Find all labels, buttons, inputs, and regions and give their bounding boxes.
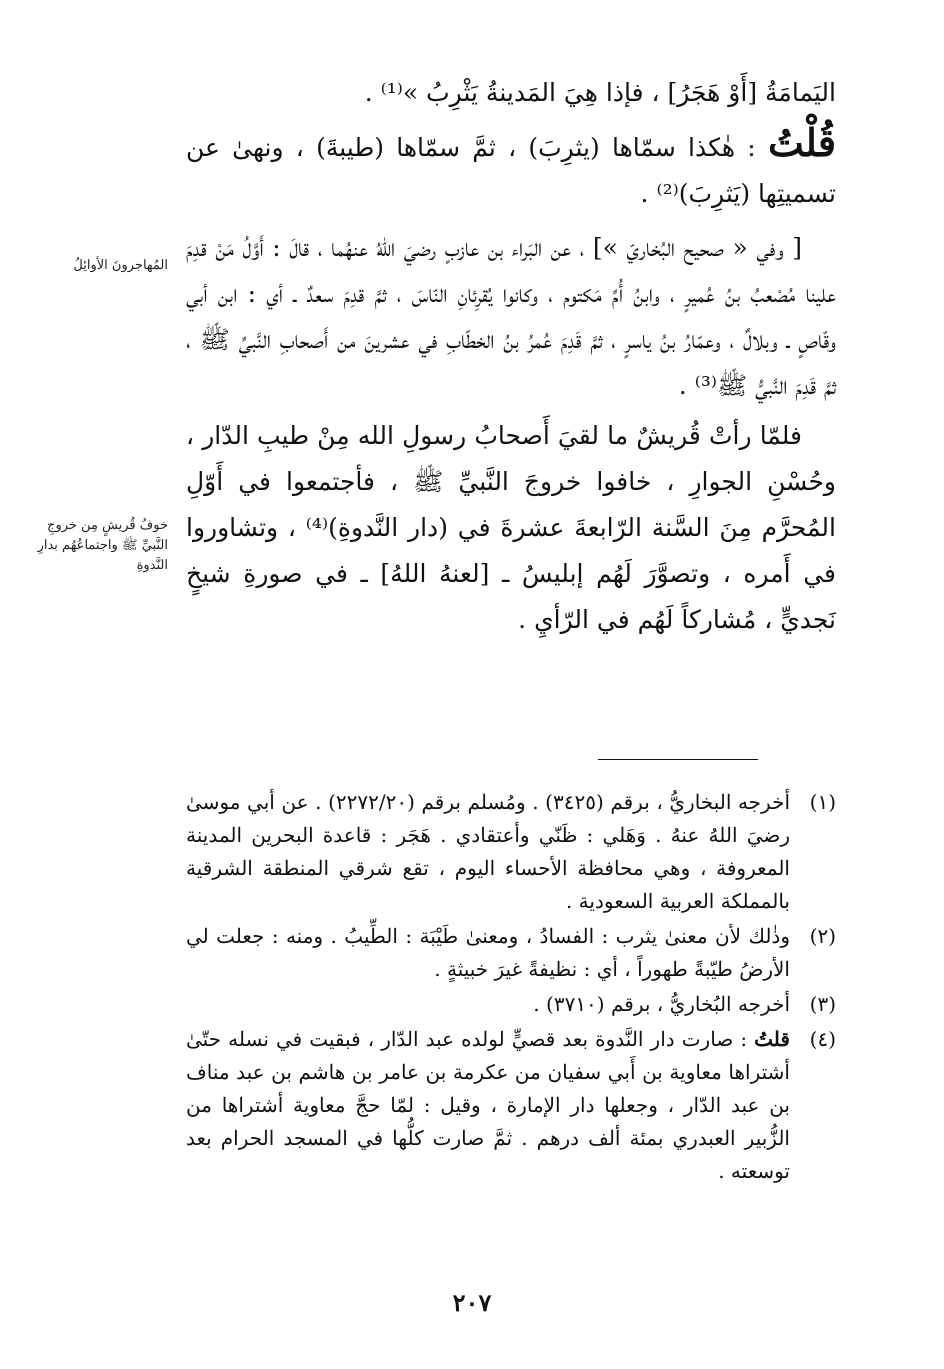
- footnote-number: (١): [809, 790, 836, 814]
- footnote-number: (٤): [809, 1027, 836, 1051]
- margin-note-1: المُهاجرونَ الأوائِلُ: [73, 258, 168, 273]
- footnote-4: [186, 1023, 836, 1188]
- footnote-text: أخرجه البخاريُّ ، برقم (٣٤٢٥) . ومُسلم برقم (٢٢٧٢/٢٠) . عن أبي موسىٰ رضيَ اللهُ عنهُ . وَهَلي : ظَنّي وأعتقادي . هَجَر : قاعدة البحرين المدينة المعروفة ، وهي محافظة الأحساء اليوم ، تقع شرقي المنطقة الشرقية بالمملكة العربية السعودية .: [186, 790, 791, 913]
- footnote-lead: قلتُ: [754, 1027, 790, 1051]
- footnote-2: [186, 920, 836, 986]
- footnote-text: [186, 1023, 790, 1188]
- footnote-divider: [598, 759, 758, 760]
- footnote-number: (٣): [809, 992, 836, 1016]
- paragraph-4: فلمّا رأتْ قُريشٌ ما لقيَ أَصحابُ رسولِ الله مِنْ طيبِ الدّار ، وحُسْنِ الجوارِ ، خافوا خروجَ النَّبيِّ ﷺ ، فأجتمعوا في أَوّلِ المُحرَّم مِنَ السَّنة الرّابعةَ عشرةَ في (دار النَّدوةِ)⁽⁴⁾ ، وتشاوروا في أَمره ، وتصوَّرَ لَهُم إبليسُ ـ [لعنهُ اللهُ] ـ في صورةِ شيخٍ نَجديٍّ ، مُشاركاً لَهُم في الرّأيِ .: [186, 421, 836, 634]
- footnote-1: [186, 786, 836, 918]
- footnote-body: : صارت دار النَّدوة بعد قصيٍّ لولده عبد الدّار ، فبقيت في نسله حتّىٰ أشتراها معاوية بن أَبي سفيان من عكرمة بن عامر بن هاشم بن عبد مناف بن عبد الدّار ، وجعلها دار الإمارة ، وقيل : لمّا حجَّ معاوية أشتراها من الزُّبير العبدري بمئة ألف درهم . ثمَّ صارت كلُّها في المسجد الحرام بعد توسعته .: [186, 1027, 790, 1183]
- margin-note-2: خوفُ قُريشٍ مِن خروجِ النَّبيِّ ﷺ واجتماعُهُم بدارِ النَّدوةِ: [37, 518, 168, 573]
- footnotes: [186, 786, 836, 1190]
- paragraph-2-text: : هٰكذا سمّاها (يثرِبَ) ، ثمَّ سمّاها (طيبةَ) ، ونهىٰ عن تسميتِها (يَثرِبَ)⁽²⁾ .: [186, 133, 836, 208]
- paragraph-2: [186, 120, 836, 217]
- footnote-number: (٢): [809, 924, 836, 948]
- footnote-text: وذٰلك لأن معنىٰ يثرب : الفسادُ ، ومعنىٰ طَيْبَة : الطِّيبُ . ومنه : جعلت لي الأرضُ طيّبةً طهوراً ، أي : نظيفةً غيرَ خبيثةٍ .: [186, 924, 790, 981]
- footnote-text: أخرجه البُخاريُّ ، برقم (٣٧١٠) .: [533, 992, 790, 1016]
- footnote-3: [186, 988, 836, 1021]
- qultu-word: قُلْتُ: [767, 120, 836, 165]
- paragraph-3: [ وفي « صحيح البُخاريّ »] ، عن البَراء بن عازبٍ رضيَ اللهُ عنهُما ، قالَ : أَوَّلُ مَنْ قدِمَ علينا مُصْعبُ بنُ عُميرٍ ، وابنُ أُمِّ مَكتوم ، وكانوا يُقرِئانِ النّاسَ ، ثمَّ قدِمَ سعدٌ ـ أي : ابن أبي وقّاصٍ ـ وبلالٌ ، وعمّارُ بنُ ياسرٍ ، ثمَّ قَدِمَ عُمرُ بنُ الخطّابِ في عشرينَ من أَصحابِ النَّبيِّ ﷺ ، ثمَّ قَدِمَ النَّبيُّ ﷺ⁽³⁾ .: [186, 233, 836, 400]
- main-text: [186, 70, 836, 643]
- page-number: ٢٠٧: [452, 1288, 492, 1317]
- paragraph-1: اليَمامَةُ [أَوْ هَجَرُ] ، فإذا هِيَ المَدينةُ يَثْرِبُ »⁽¹⁾ .: [364, 78, 836, 107]
